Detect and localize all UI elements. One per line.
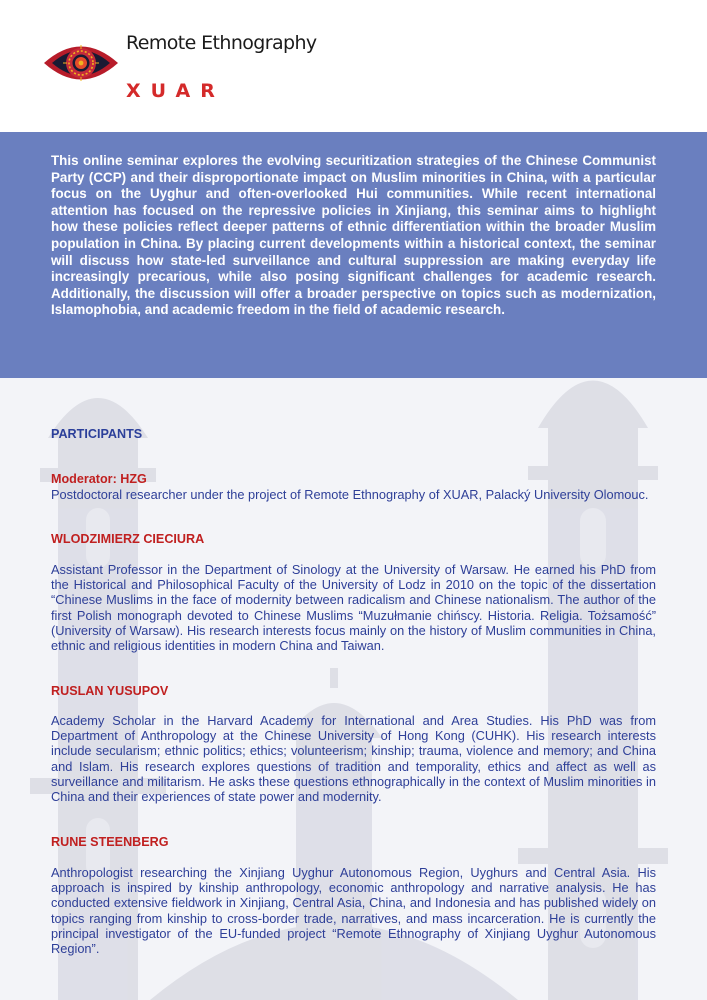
intro-paragraph: This online seminar explores the evolving securitization strategies of the Chinese Communist Party (CCP) and their disproportionate impact on Muslim minorities in China, with a particular focus on the Uyghur and often-overlooked Hui communities. While recent international attention has focused on the repressive policies in Xinjiang, this seminar aims to highlight how these policies reflect deeper patterns of ethnic differentiation within the broader Muslim population in China. By placing current developments within a historical context, the seminar will discuss how state-led surveillance and cultural suppression are making everyday life increasingly precarious, while also posing significant challenges for academic research. Additionally, the discussion will offer a broader perspective on topics such as modernization, Islamophobia, and academic freedom in the field of academic research. — [51, 153, 656, 318]
logo-subtitle: XUAR — [126, 80, 225, 102]
moderator-bio: Postdoctoral researcher under the project of Remote Ethnography of XUAR, Palacký University Olomouc. — [51, 487, 649, 502]
participant-name: RUNE STEENBERG — [51, 835, 169, 849]
participant-name: WLODZIMIERZ CIECIURA — [51, 532, 205, 546]
ornamental-eye-emblem-icon — [42, 36, 120, 90]
participant-bio: Assistant Professor in the Department of Sinology at the University of Warsaw. He earned his PhD from the Historical and Philosophical Faculty of the University of Lodz in 2010 on the topic of the dissertation “Chinese Muslims in the face of modernity between radicalism and Chinese nationalism. The author of the first Polish monograph devoted to Chinese Muslims “Muzułmanie chińscy. Historia. Religia. Tożsamość” (University of Warsaw). His research interests focus mainly on the history of Muslim communities in China, ethnic and religious identities in modern China and Taiwan. — [51, 562, 656, 654]
participant-bio: Anthropologist researching the Xinjiang Uyghur Autonomous Region, Uyghurs and Central Asia. His approach is inspired by kinship anthropology, economic anthropology and narrative analysis. He has conducted extensive fieldwork in Xinjiang, Central Asia, China, and Indonesia and has published widely on topics ranging from kinship to cross-border trade, narratives, and mass incarceration. He is currently the principal investigator of the EU-funded project “Remote Ethnography of Xinjiang Uyghur Autonomous Region”. — [51, 865, 656, 957]
header — [0, 0, 707, 132]
participants-heading: PARTICIPANTS — [51, 427, 143, 441]
logo-title: Remote Ethnography — [126, 32, 317, 54]
participant-name: RUSLAN YUSUPOV — [51, 684, 169, 698]
participant-bio: Academy Scholar in the Harvard Academy for International and Area Studies. His PhD was from Department of Anthropology at the Chinese University of Hong Kong (CUHK). His research interests include secularism; ethnic politics; ethics; volunteerism; kinship; trauma, violence and memory; and China and Islam. His research explores questions of tradition and temporality, ethics and affect as well as surveillance and militarism. He asks these questions ethnographically in the context of Muslim minorities in China and their experiences of state power and modernity. — [51, 713, 656, 805]
moderator-label: Moderator: HZG — [51, 472, 147, 486]
